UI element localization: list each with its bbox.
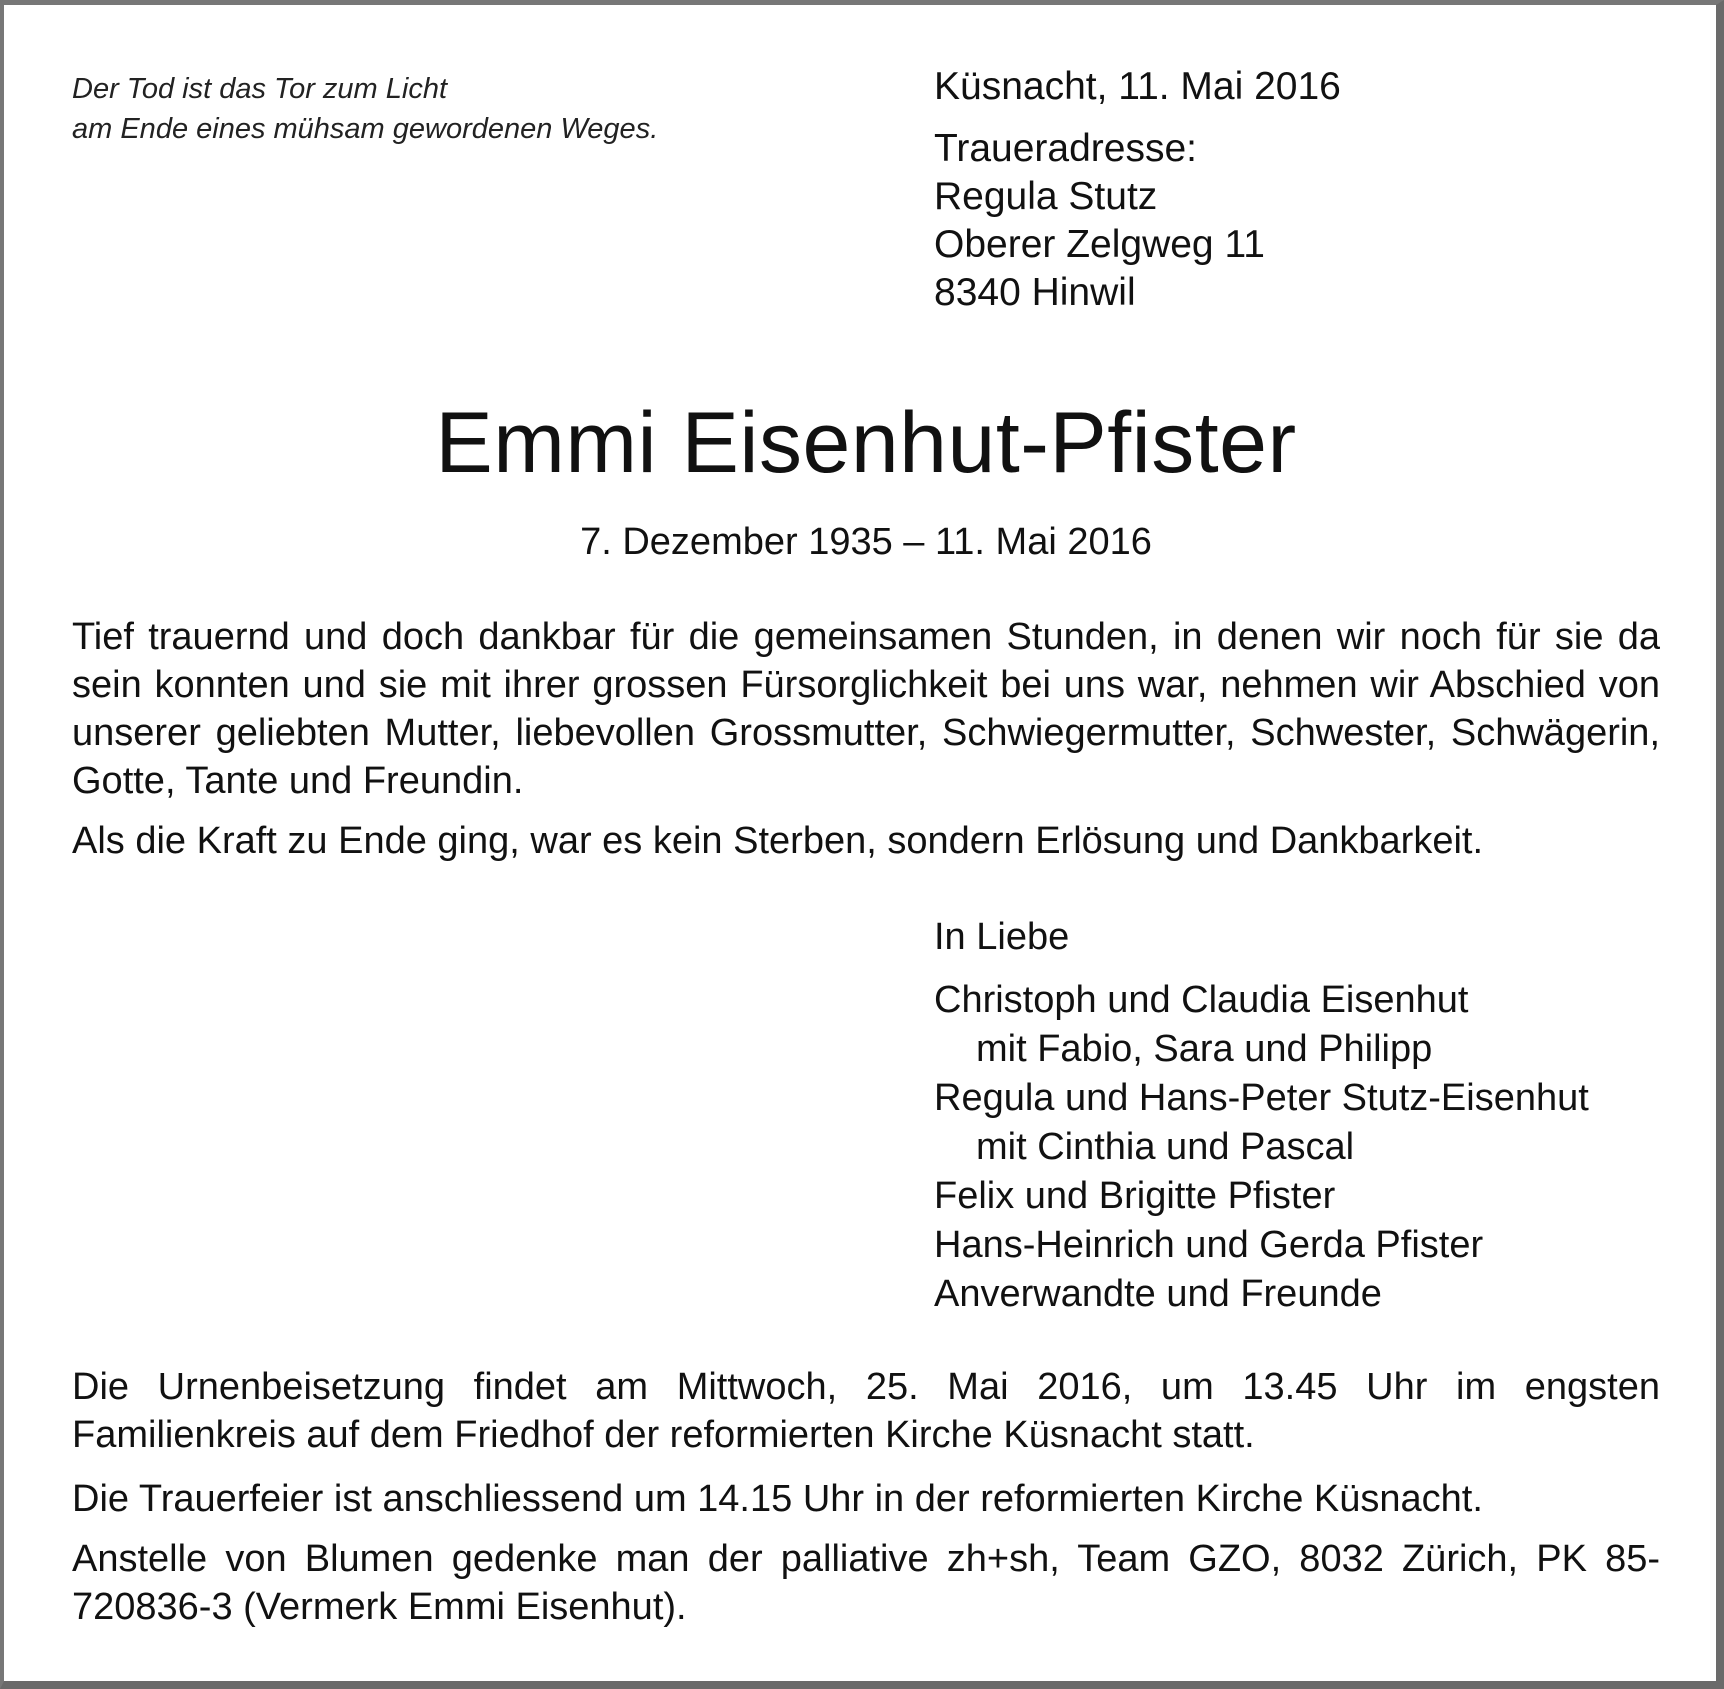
signers-block — [934, 913, 1589, 1319]
gratitude-paragraph — [72, 817, 1660, 865]
signer-line: Hans-Heinrich und Gerda Pfister — [934, 1224, 1484, 1266]
burial-text: Die Urnenbeisetzung findet am Mittwoch, 25. Mai 2016, um 13.45 Uhr im engsten Familienkreis auf dem Friedhof der reformierten Kirche Küsnacht statt. — [72, 1366, 1660, 1456]
donation-notice — [72, 1535, 1660, 1631]
header-block — [934, 63, 1341, 317]
motto-line: am Ende eines mühsam gewordenen Weges. — [72, 113, 659, 145]
service-notice — [72, 1475, 1660, 1523]
address-street: Oberer Zelgweg 11 — [934, 223, 1265, 266]
burial-notice — [72, 1363, 1660, 1459]
signer-line: Regula und Hans-Peter Stutz-Eisenhut — [934, 1077, 1589, 1119]
donation-text: Anstelle von Blumen gedenke man der palliative zh+sh, Team GZO, 8032 Zürich, PK 85-720836-3 (Vermerk Emmi Eisenhut). — [72, 1538, 1660, 1628]
signers-greeting: In Liebe — [934, 916, 1070, 958]
signer-line: Christoph und Claudia Eisenhut — [934, 979, 1469, 1021]
place-date: Küsnacht, 11. Mai 2016 — [934, 65, 1341, 108]
address-label: Traueradresse: — [934, 127, 1198, 170]
signer-line: Anverwandte und Freunde — [934, 1273, 1382, 1315]
motto-quote — [72, 69, 658, 149]
signer-line: mit Fabio, Sara und Philipp — [976, 1028, 1433, 1070]
service-text: Die Trauerfeier ist anschliessend um 14.15 Uhr in der reformierten Kirche Küsnacht. — [72, 1478, 1483, 1520]
gratitude-text: Als die Kraft zu Ende ging, war es kein Sterben, sondern Erlösung und Dankbarkeit. — [72, 820, 1484, 862]
signer-line: mit Cinthia und Pascal — [976, 1126, 1355, 1168]
deceased-name: Emmi Eisenhut-Pfister — [435, 395, 1297, 491]
mourning-text: Tief trauernd und doch dankbar für die gemeinsamen Stunden, in denen wir noch für sie da sein konnten und sie mit ihrer grossen Fürsorglichkeit bei uns war, nehmen wir Abschied von unserer geliebten Mutter, liebevollen Grossmutter, Schwiegermutter, Schwester, Schwägerin, Gotte, Tante und Freundin. — [72, 616, 1660, 802]
life-dates: 7. Dezember 1935 – 11. Mai 2016 — [580, 521, 1152, 563]
signer-line: Felix und Brigitte Pfister — [934, 1175, 1336, 1217]
address-city: 8340 Hinwil — [934, 271, 1136, 314]
mourning-paragraph — [72, 613, 1660, 805]
address-name: Regula Stutz — [934, 175, 1158, 218]
motto-line: Der Tod ist das Tor zum Licht — [72, 73, 448, 105]
